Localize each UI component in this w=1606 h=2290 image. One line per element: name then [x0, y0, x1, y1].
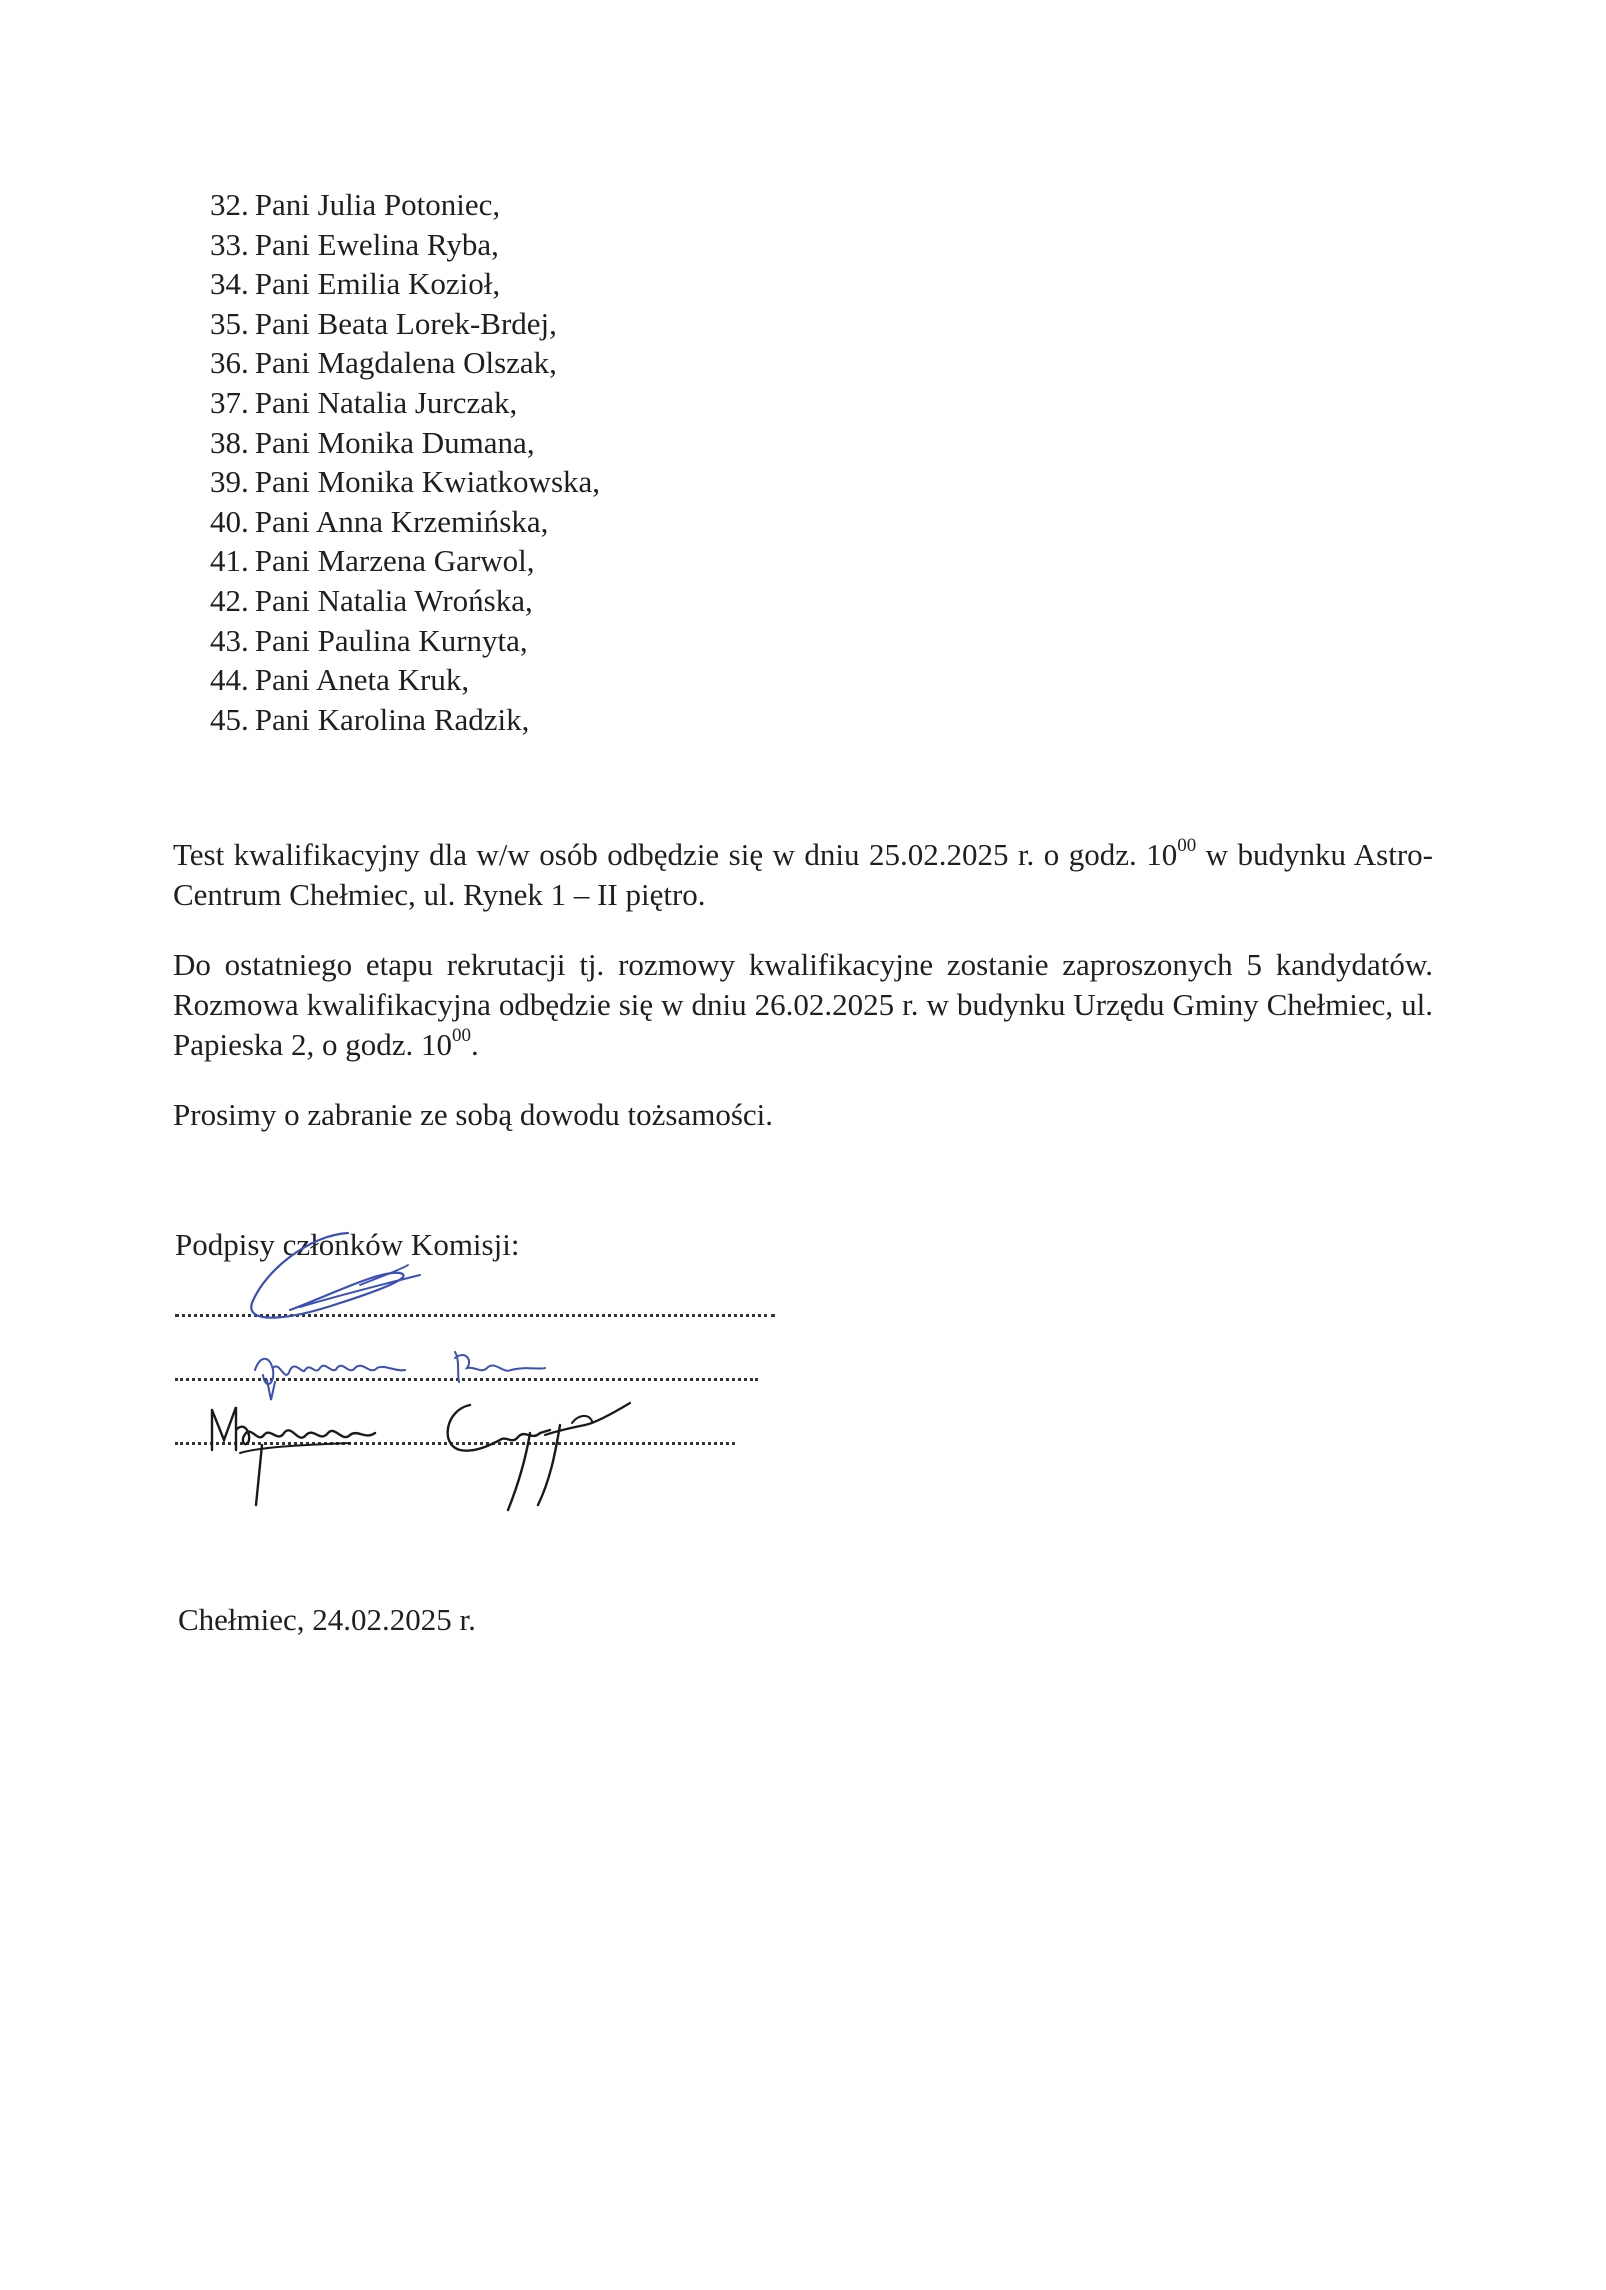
candidate-number: 41. [210, 543, 249, 579]
candidate-item [210, 502, 600, 542]
candidate-item [210, 423, 600, 463]
candidate-item [210, 343, 600, 383]
candidate-name: Pani Natalia Jurczak, [254, 384, 518, 420]
candidate-item [210, 621, 600, 661]
id-request-paragraph: Prosimy o zabranie ze sobą dowodu tożsamości. [173, 1097, 774, 1132]
interview-end-text: . [470, 1027, 479, 1062]
candidate-item [210, 462, 600, 502]
candidate-item [210, 264, 600, 304]
candidate-number: 36. [210, 345, 249, 381]
test-info-paragraph [173, 835, 1433, 915]
test-location-text: w budynku Astro-Centrum Chełmiec, ul. Rynek 1 – II piętro. [173, 837, 1434, 912]
candidate-item [210, 304, 600, 344]
interview-time-minutes: 00 [451, 1025, 471, 1046]
candidate-item [210, 581, 600, 621]
signature-3 [200, 1385, 650, 1515]
candidate-number: 42. [210, 582, 249, 618]
candidate-number: 38. [210, 424, 249, 460]
candidate-number: 40. [210, 503, 249, 539]
candidate-name: Pani Anna Krzemińska, [254, 503, 549, 539]
candidate-name: Pani Julia Potoniec, [254, 187, 501, 222]
candidate-name: Pani Monika Dumana, [254, 424, 535, 460]
candidate-item [210, 225, 600, 265]
candidate-number: 35. [210, 305, 249, 341]
test-time-minutes: 00 [1177, 835, 1197, 856]
candidate-name: Pani Emilia Kozioł, [254, 266, 501, 302]
candidate-item [210, 541, 600, 581]
candidate-name: Pani Natalia Wrońska, [254, 582, 533, 618]
candidate-number: 34. [210, 266, 249, 302]
candidate-number: 37. [210, 384, 249, 420]
interview-info-paragraph [173, 945, 1433, 1065]
candidate-list [210, 185, 600, 739]
signature-1 [230, 1215, 430, 1335]
signatures-label: Podpisy członków Komisji: [175, 1227, 520, 1262]
candidate-number: 44. [210, 662, 249, 698]
candidate-name: Pani Aneta Kruk, [254, 662, 470, 698]
candidate-item [210, 700, 600, 740]
candidate-number: 43. [210, 622, 249, 658]
candidate-number: 39. [210, 464, 249, 500]
candidate-name: Pani Ewelina Ryba, [254, 226, 499, 262]
candidate-name: Pani Monika Kwiatkowska, [254, 464, 601, 500]
candidate-item [210, 383, 600, 423]
candidate-number: 45. [210, 701, 249, 737]
place-and-date: Chełmiec, 24.02.2025 r. [178, 1602, 476, 1637]
candidate-name: Pani Marzena Garwol, [254, 543, 535, 579]
candidate-item [210, 660, 600, 700]
candidate-name: Pani Beata Lorek-Brdej, [254, 305, 557, 341]
test-info-text: Test kwalifikacyjny dla w/w osób odbędzie się w dniu 25.02.2025 r. o godz. 10 [173, 837, 1178, 872]
candidate-name: Pani Karolina Radzik, [254, 701, 530, 737]
candidate-name: Pani Magdalena Olszak, [254, 345, 557, 381]
candidate-number: 33. [210, 226, 249, 262]
candidate-item [210, 185, 600, 225]
interview-info-text: Do ostatniego etapu rekrutacji tj. rozmowy kwalifikacyjne zostanie zaproszonych 5 kandydatów. Rozmowa kwalifikacyjna odbędzie się w dniu 26.02.2025 r. w budynku Urzędu Gminy Chełmiec, ul. Papieska 2, o godz. 10 [173, 947, 1433, 1062]
candidate-name: Pani Paulina Kurnyta, [254, 622, 528, 658]
candidate-number: 32. [210, 187, 249, 222]
